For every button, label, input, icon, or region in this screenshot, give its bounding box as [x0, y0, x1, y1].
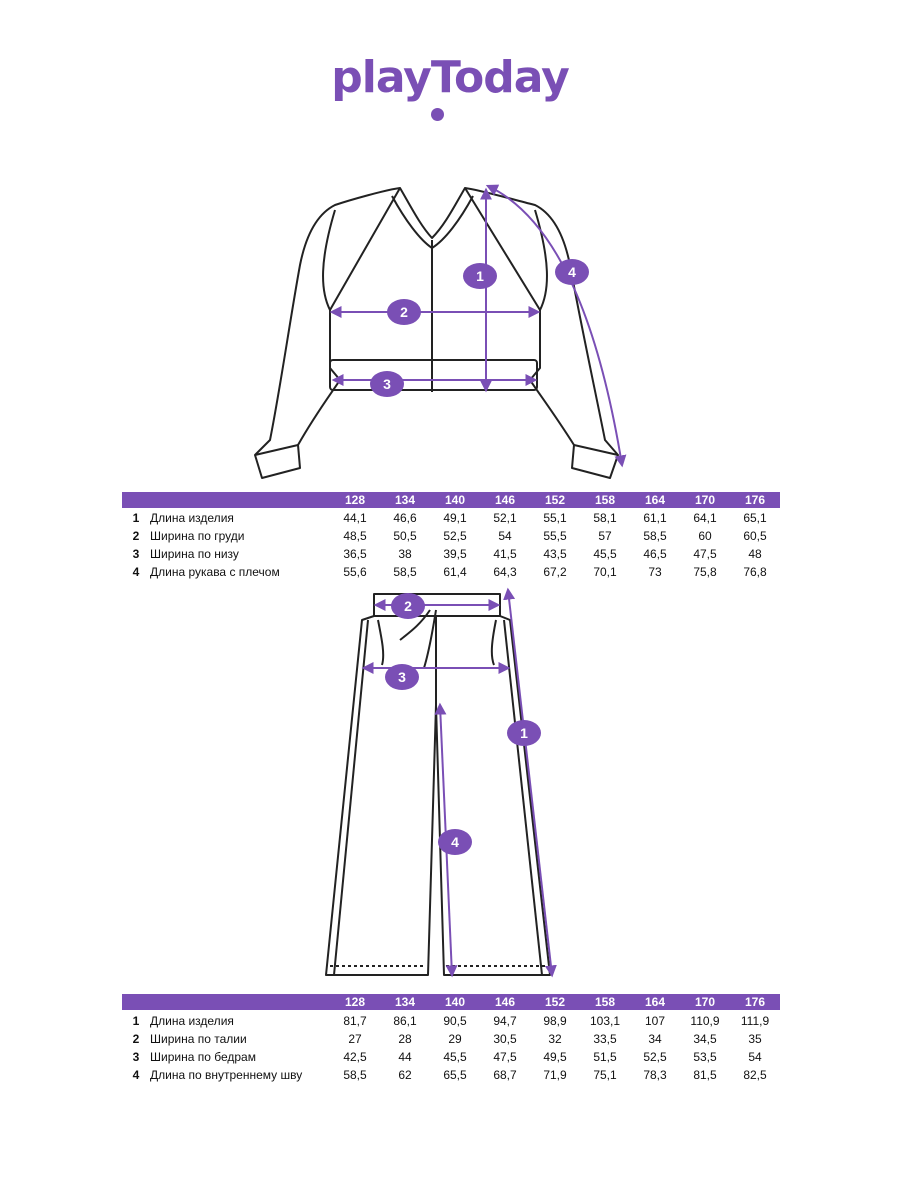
pants-size-header — [122, 994, 780, 1010]
value-cell: 55,5 — [543, 529, 567, 543]
value-cell: 54 — [498, 529, 512, 543]
size-cell: 170 — [694, 493, 716, 507]
value-cell: 64,3 — [493, 565, 517, 579]
row-label: Ширина по низу — [150, 547, 239, 561]
value-cell: 34 — [648, 1032, 662, 1046]
value-cell: 43,5 — [543, 547, 567, 561]
size-cell: 140 — [444, 995, 466, 1009]
value-cell: 64,1 — [693, 511, 717, 525]
value-cell: 110,9 — [690, 1014, 720, 1028]
value-cell: 67,2 — [543, 565, 567, 579]
brand-logo: playToday — [331, 52, 569, 103]
table-row — [122, 1030, 780, 1048]
value-cell: 45,5 — [593, 547, 617, 561]
jacket-drawing — [255, 188, 618, 478]
value-cell: 51,5 — [593, 1050, 617, 1064]
pants-size-table — [122, 1012, 780, 1084]
size-cell: 128 — [344, 995, 366, 1009]
row-number: 1 — [132, 511, 140, 525]
value-cell: 103,1 — [589, 1014, 621, 1028]
row-label: Длина изделия — [150, 1014, 234, 1028]
value-cell: 58,5 — [643, 529, 667, 543]
value-cell: 36,5 — [343, 547, 367, 561]
row-label: Ширина по талии — [150, 1032, 247, 1046]
row-number: 3 — [132, 1050, 140, 1064]
value-cell: 82,5 — [743, 1068, 767, 1082]
value-cell: 55,1 — [543, 511, 567, 525]
size-cell: 164 — [644, 995, 666, 1009]
row-number: 3 — [132, 547, 140, 561]
value-cell: 58,1 — [593, 511, 617, 525]
table-row — [122, 527, 780, 545]
value-cell: 54 — [748, 1050, 762, 1064]
table-row — [122, 545, 780, 563]
value-cell: 90,5 — [443, 1014, 467, 1028]
size-cell: 146 — [494, 995, 516, 1009]
value-cell: 60,5 — [743, 529, 767, 543]
row-label: Ширина по груди — [150, 529, 245, 543]
value-cell: 70,1 — [593, 565, 617, 579]
pants-badge-3-label: 3 — [398, 669, 406, 685]
jacket-size-table — [122, 509, 780, 581]
value-cell: 61,1 — [643, 511, 667, 525]
pants-drawing — [326, 594, 550, 975]
size-cell: 152 — [544, 995, 566, 1009]
jacket-badge-2-label: 2 — [400, 304, 408, 320]
value-cell: 52,5 — [443, 529, 467, 543]
value-cell: 45,5 — [443, 1050, 467, 1064]
size-cell: 164 — [644, 493, 666, 507]
value-cell: 58,5 — [343, 1068, 367, 1082]
value-cell: 50,5 — [393, 529, 417, 543]
size-cell: 140 — [444, 493, 466, 507]
size-cell: 146 — [494, 493, 516, 507]
value-cell: 42,5 — [343, 1050, 367, 1064]
value-cell: 81,7 — [343, 1014, 367, 1028]
jacket-badge-3-label: 3 — [383, 376, 391, 392]
value-cell: 49,5 — [543, 1050, 567, 1064]
table-row — [122, 1012, 780, 1030]
value-cell: 75,8 — [693, 565, 717, 579]
value-cell: 65,5 — [443, 1068, 467, 1082]
value-cell: 107 — [644, 1014, 666, 1028]
value-cell: 60 — [698, 529, 712, 543]
value-cell: 94,7 — [493, 1014, 517, 1028]
table-row — [122, 1066, 780, 1084]
value-cell: 81,5 — [693, 1068, 717, 1082]
row-number: 1 — [132, 1014, 140, 1028]
size-cell: 170 — [694, 995, 716, 1009]
size-cell: 134 — [394, 493, 416, 507]
value-cell: 38 — [398, 547, 412, 561]
value-cell: 47,5 — [493, 1050, 517, 1064]
value-cell: 76,8 — [743, 565, 767, 579]
value-cell: 39,5 — [443, 547, 467, 561]
value-cell: 52,5 — [643, 1050, 667, 1064]
value-cell: 33,5 — [593, 1032, 617, 1046]
value-cell: 29 — [448, 1032, 462, 1046]
value-cell: 52,1 — [493, 511, 517, 525]
value-cell: 53,5 — [693, 1050, 717, 1064]
value-cell: 34,5 — [693, 1032, 717, 1046]
table-row — [122, 509, 780, 527]
value-cell: 48,5 — [343, 529, 367, 543]
size-cell: 134 — [394, 995, 416, 1009]
value-cell: 35 — [748, 1032, 762, 1046]
value-cell: 48 — [748, 547, 762, 561]
value-cell: 68,7 — [493, 1068, 517, 1082]
jacket-badge-4-label: 4 — [568, 264, 576, 280]
pants-badge-4-label: 4 — [451, 834, 459, 850]
row-label: Длина рукава с плечом — [150, 565, 280, 579]
row-number: 2 — [132, 1032, 140, 1046]
jacket-badge-1-label: 1 — [476, 268, 484, 284]
row-label: Длина по внутреннему шву — [150, 1068, 303, 1082]
value-cell: 61,4 — [443, 565, 467, 579]
value-cell: 78,3 — [643, 1068, 667, 1082]
value-cell: 73 — [648, 565, 662, 579]
value-cell: 98,9 — [543, 1014, 567, 1028]
size-cell: 158 — [594, 995, 616, 1009]
table-row — [122, 563, 780, 581]
pants-measurements — [364, 590, 552, 975]
value-cell: 44 — [398, 1050, 412, 1064]
row-label: Ширина по бедрам — [150, 1050, 256, 1064]
row-label: Длина изделия — [150, 511, 234, 525]
value-cell: 44,1 — [343, 511, 367, 525]
jacket-size-header — [122, 492, 780, 508]
value-cell: 65,1 — [743, 511, 767, 525]
row-number: 4 — [132, 1068, 140, 1082]
value-cell: 86,1 — [393, 1014, 417, 1028]
size-cell: 176 — [744, 995, 766, 1009]
value-cell: 27 — [348, 1032, 362, 1046]
row-number: 4 — [132, 565, 140, 579]
value-cell: 46,5 — [643, 547, 667, 561]
jacket-badges — [370, 259, 589, 397]
value-cell: 55,6 — [343, 565, 367, 579]
table-row — [122, 1048, 780, 1066]
row-number: 2 — [132, 529, 140, 543]
size-cell: 176 — [744, 493, 766, 507]
value-cell: 28 — [398, 1032, 412, 1046]
value-cell: 47,5 — [693, 547, 717, 561]
value-cell: 58,5 — [393, 565, 417, 579]
value-cell: 32 — [548, 1032, 562, 1046]
pants-badge-2-label: 2 — [404, 598, 412, 614]
value-cell: 41,5 — [493, 547, 517, 561]
value-cell: 75,1 — [593, 1068, 617, 1082]
value-cell: 46,6 — [393, 511, 417, 525]
value-cell: 62 — [398, 1068, 412, 1082]
size-cell: 128 — [344, 493, 366, 507]
value-cell: 49,1 — [443, 511, 467, 525]
value-cell: 71,9 — [543, 1068, 567, 1082]
size-cell: 158 — [594, 493, 616, 507]
value-cell: 30,5 — [493, 1032, 517, 1046]
value-cell: 111,9 — [740, 1014, 770, 1028]
size-cell: 152 — [544, 493, 566, 507]
value-cell: 57 — [598, 529, 612, 543]
jacket-measurements — [332, 186, 622, 465]
pants-badge-1-label: 1 — [520, 725, 528, 741]
